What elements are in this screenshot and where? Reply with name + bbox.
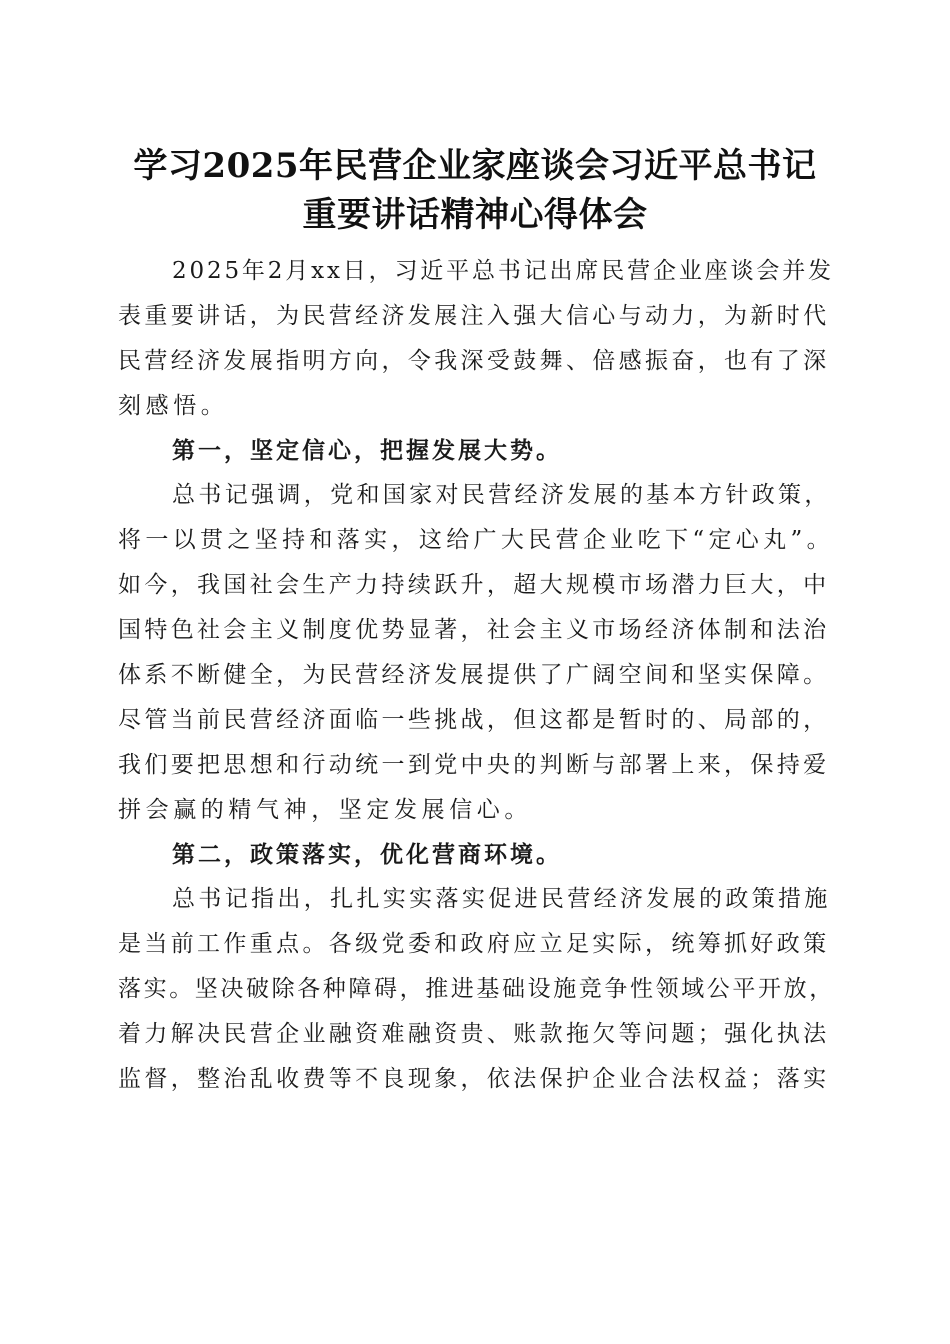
body-line: 2025年2月xx日，习近平总书记出席民营企业座谈会并发 bbox=[172, 258, 834, 284]
body-line: 表重要讲话，为民营经济发展注入强大信心与动力，为新时代 bbox=[118, 302, 830, 329]
body-line: 总书记指出，扎扎实实落实促进民营经济发展的政策措施 bbox=[172, 886, 831, 913]
section-heading-1: 第一，坚定信心，把握发展大势。 bbox=[172, 436, 562, 464]
section-heading-2: 第二，政策落实，优化营商环境。 bbox=[172, 840, 562, 868]
body-line: 国特色社会主义制度优势显著，社会主义市场经济体制和法治 bbox=[118, 617, 830, 644]
body-line: 是当前工作重点。各级党委和政府应立足实际，统筹抓好政策 bbox=[118, 931, 830, 958]
body-line: 将一以贯之坚持和落实，这给广大民营企业吃下“定心丸”。 bbox=[118, 527, 834, 554]
body-line: 刻感悟。 bbox=[118, 392, 229, 419]
body-line: 监督，整治乱收费等不良现象，依法保护企业合法权益；落实 bbox=[118, 1066, 830, 1093]
body-line: 总书记强调，党和国家对民营经济发展的基本方针政策， bbox=[172, 482, 831, 509]
body-line: 着力解决民营企业融资难融资贵、账款拖欠等问题；强化执法 bbox=[118, 1021, 830, 1048]
body-line: 落实。坚决破除各种障碍，推进基础设施竞争性领域公平开放， bbox=[118, 976, 835, 1003]
document-title-line-1: 学习2025年民营企业家座谈会习近平总书记 bbox=[133, 146, 817, 186]
body-line: 民营经济发展指明方向，令我深受鼓舞、倍感振奋，也有了深 bbox=[118, 347, 830, 374]
body-line: 拼会赢的精气神，坚定发展信心。 bbox=[118, 796, 532, 823]
body-line: 我们要把思想和行动统一到党中央的判断与部署上来，保持爱 bbox=[118, 751, 830, 778]
body-line: 体系不断健全，为民营经济发展提供了广阔空间和坚实保障。 bbox=[118, 662, 830, 689]
document-title-line-2: 重要讲话精神心得体会 bbox=[302, 195, 648, 235]
document-body bbox=[118, 249, 834, 1102]
body-line: 尽管当前民营经济面临一些挑战，但这都是暂时的、局部的， bbox=[118, 706, 830, 733]
body-line: 如今，我国社会生产力持续跃升，超大规模市场潜力巨大，中 bbox=[118, 572, 830, 599]
